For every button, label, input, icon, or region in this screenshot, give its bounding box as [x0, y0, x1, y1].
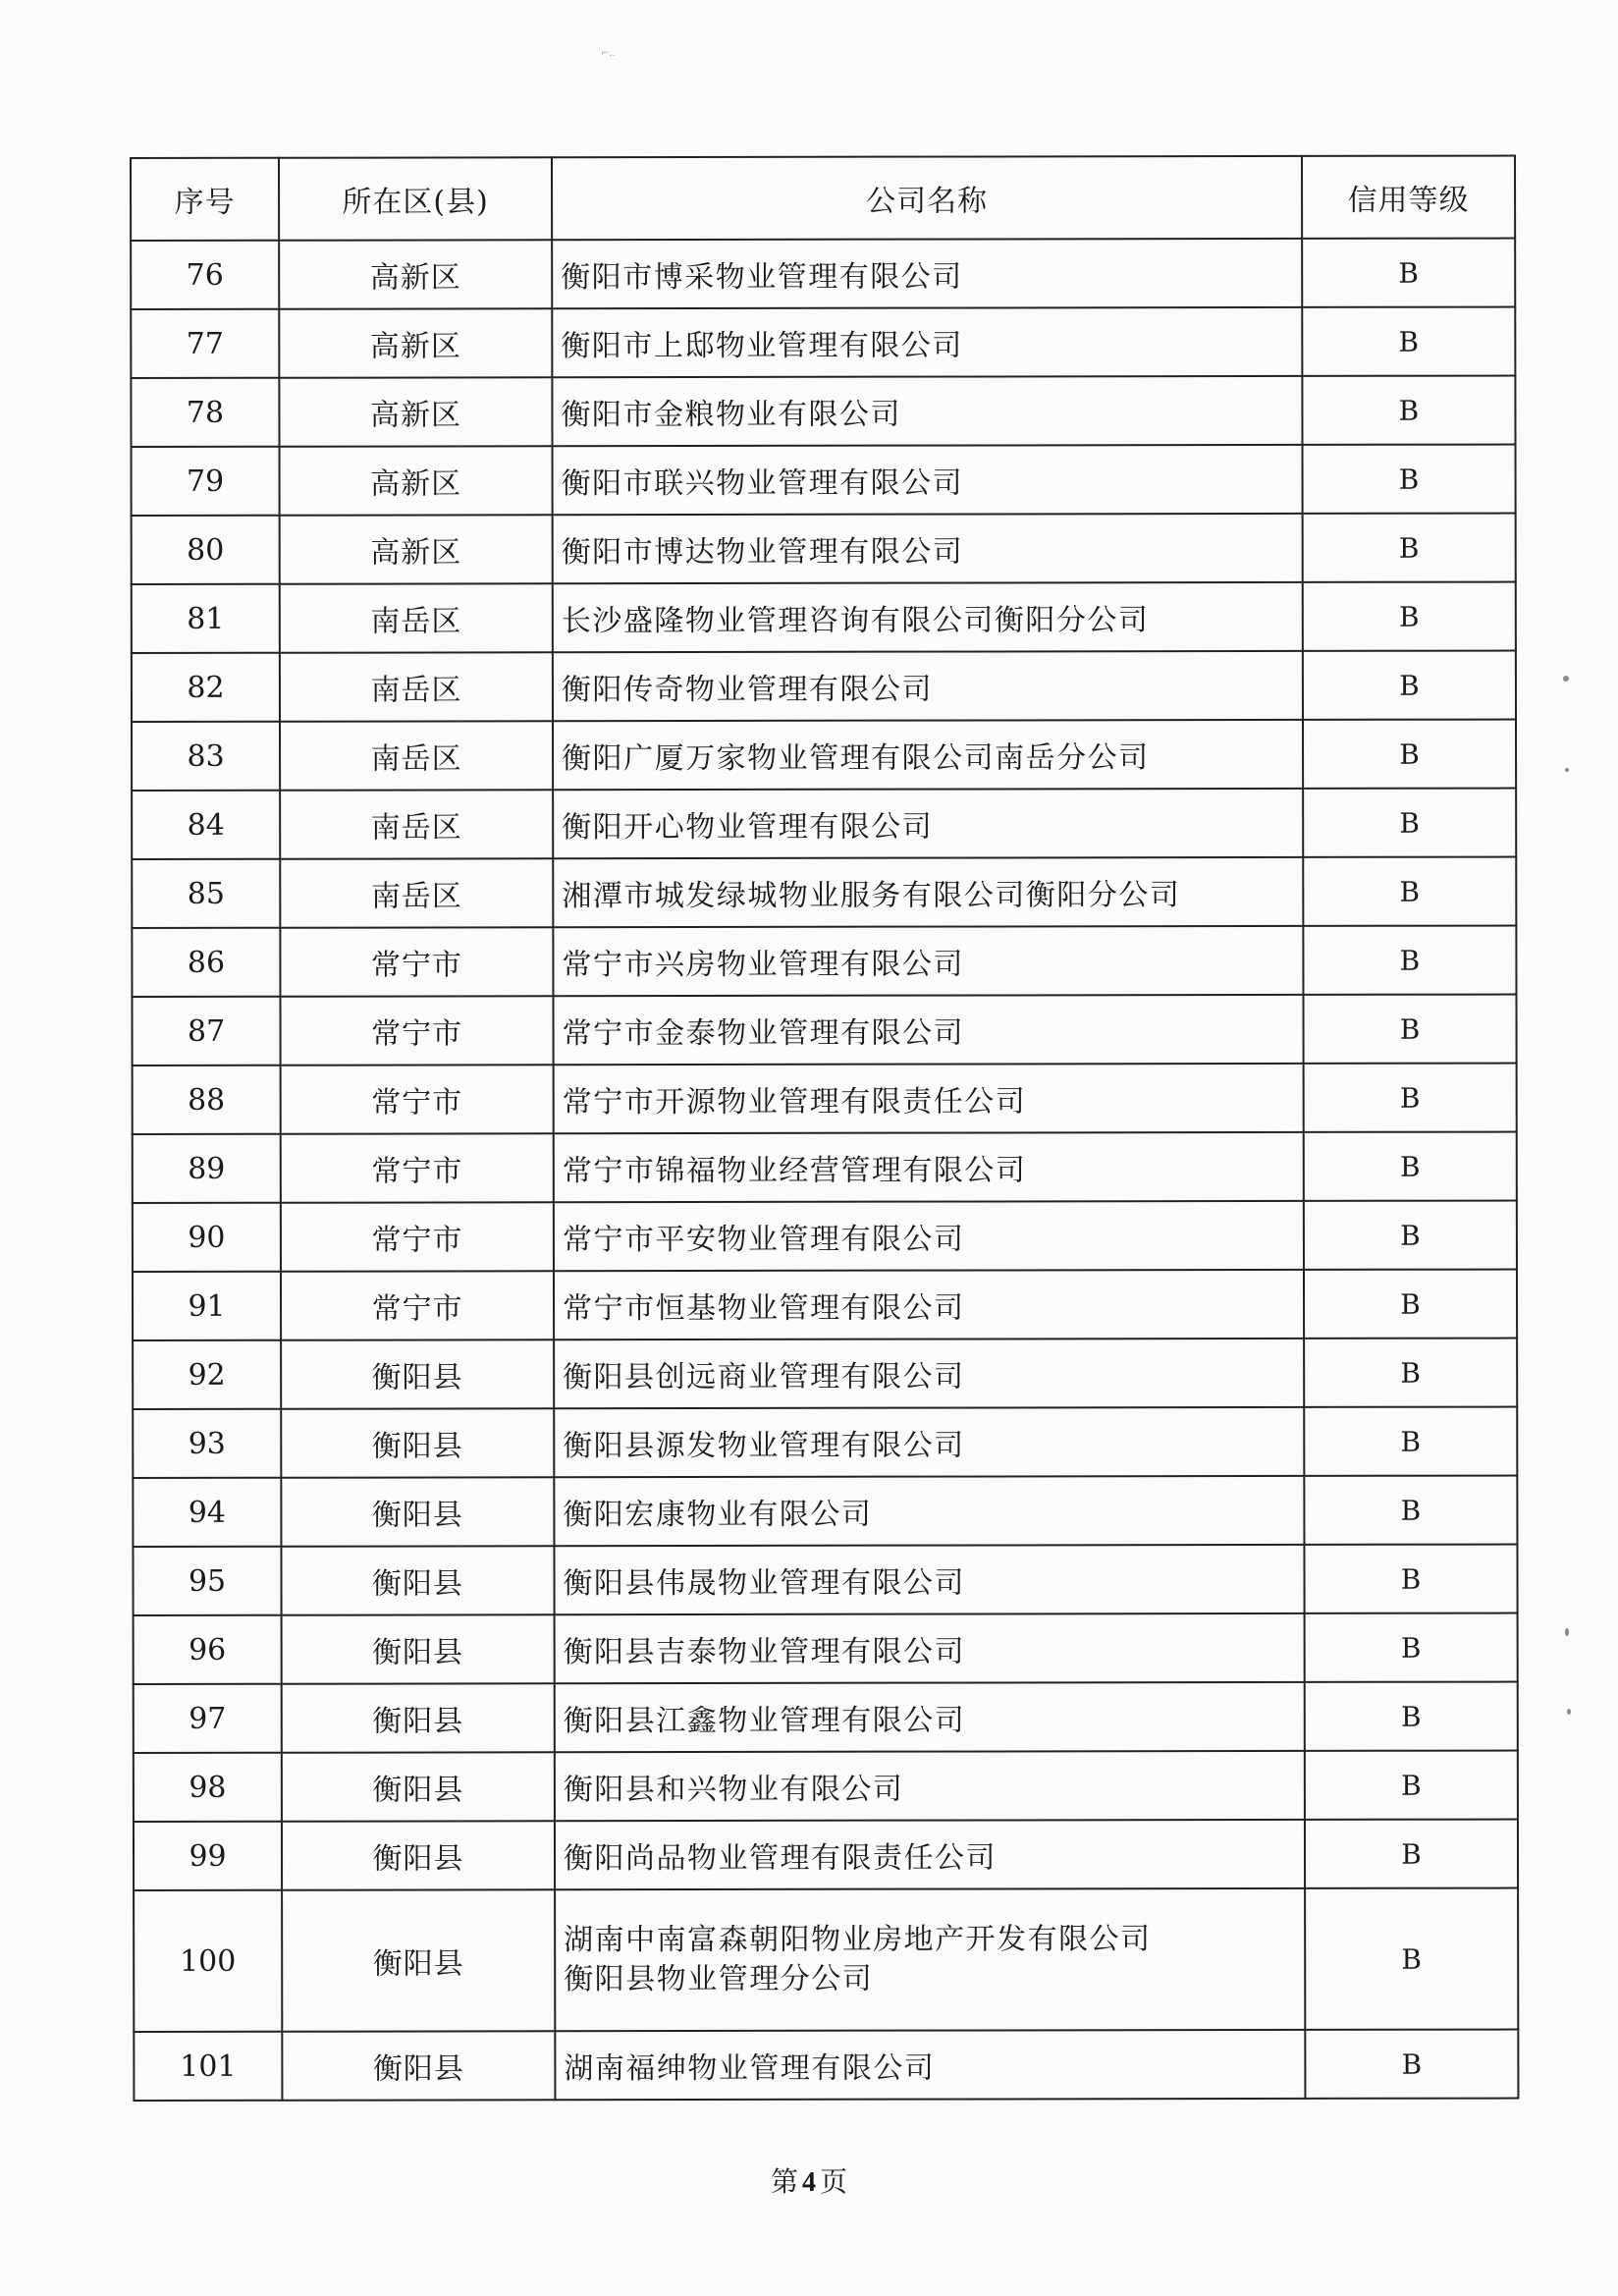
cell-company-name: 衡阳县伟晟物业管理有限公司	[554, 1545, 1304, 1614]
table-row	[134, 1751, 1518, 1822]
cell-district: 常宁市	[281, 1271, 554, 1339]
table-row	[132, 582, 1516, 653]
scan-speck	[1565, 768, 1569, 772]
cell-district: 衡阳县	[282, 1821, 555, 1889]
table-body	[131, 239, 1518, 2101]
cell-district: 衡阳县	[282, 1614, 555, 1683]
table-row	[131, 307, 1515, 378]
table-row	[134, 1888, 1518, 2032]
table-row	[133, 1545, 1517, 1615]
cell-serial-number: 79	[132, 447, 280, 516]
cell-district: 南岳区	[280, 858, 553, 927]
cell-company-name: 衡阳宏康物业有限公司	[554, 1476, 1304, 1546]
cell-company-name: 常宁市平安物业管理有限公司	[554, 1201, 1304, 1271]
table-row	[133, 1064, 1517, 1134]
cell-serial-number: 96	[134, 1615, 282, 1684]
cell-credit-grade: B	[1304, 1545, 1517, 1613]
footer-suffix: 页	[820, 2165, 848, 2198]
table-row	[133, 1407, 1517, 1478]
cell-company-name: 衡阳尚品物业管理有限责任公司	[555, 1820, 1305, 1889]
table-row	[133, 1270, 1517, 1340]
cell-serial-number: 84	[132, 791, 280, 859]
cell-district: 常宁市	[280, 927, 553, 996]
scan-speck	[1567, 1709, 1571, 1715]
cell-district: 常宁市	[280, 996, 553, 1065]
cell-serial-number: 82	[132, 653, 280, 722]
cell-company-name: 常宁市兴房物业管理有限公司	[553, 926, 1303, 996]
cell-credit-grade: B	[1302, 239, 1515, 307]
cell-district: 衡阳县	[282, 1683, 555, 1752]
scan-speck	[1565, 1628, 1569, 1636]
table-row	[134, 1820, 1518, 1890]
cell-company-name: 衡阳传奇物业管理有限公司	[553, 651, 1303, 721]
cell-credit-grade: B	[1303, 651, 1516, 720]
cell-credit-grade: B	[1303, 995, 1516, 1064]
cell-serial-number: 90	[133, 1203, 281, 1272]
cell-district: 高新区	[279, 240, 552, 308]
cell-serial-number: 87	[132, 997, 280, 1066]
table-row	[134, 1613, 1518, 1684]
cell-district: 衡阳县	[282, 1889, 555, 2031]
cell-serial-number: 86	[132, 928, 280, 997]
cell-serial-number: 93	[133, 1409, 281, 1478]
cell-company-name: 衡阳市博达物业管理有限公司	[553, 514, 1303, 583]
cell-serial-number: 95	[133, 1547, 281, 1615]
cell-credit-grade: B	[1304, 1270, 1517, 1339]
cell-district: 常宁市	[281, 1133, 554, 1202]
cell-serial-number: 92	[133, 1340, 281, 1409]
cell-credit-grade: B	[1305, 1751, 1518, 1820]
cell-company-name: 常宁市锦福物业经营管理有限公司	[554, 1132, 1304, 1202]
table-row	[134, 1682, 1518, 1753]
cell-district: 衡阳县	[281, 1339, 554, 1408]
cell-credit-grade: B	[1303, 789, 1516, 857]
cell-serial-number: 99	[134, 1822, 282, 1890]
page-footer	[0, 2160, 1618, 2200]
cell-credit-grade: B	[1302, 307, 1515, 376]
page-number: 4	[802, 2167, 816, 2198]
table-row	[131, 239, 1515, 309]
cell-company-name: 常宁市开源物业管理有限责任公司	[554, 1064, 1304, 1133]
cell-serial-number: 81	[132, 584, 280, 653]
cell-company-name: 衡阳县创远商业管理有限公司	[554, 1339, 1304, 1408]
cell-credit-grade: B	[1305, 2030, 1518, 2099]
table-row	[132, 651, 1516, 722]
table-row	[133, 1476, 1517, 1547]
table-row	[131, 376, 1515, 447]
scan-mark: ⌐‥	[601, 48, 617, 59]
cell-credit-grade: B	[1304, 1407, 1517, 1476]
cell-company-name: 衡阳市博采物业管理有限公司	[552, 239, 1302, 308]
table-header-row	[131, 156, 1515, 241]
header-credit-grade: 信用等级	[1302, 156, 1515, 239]
cell-district: 常宁市	[281, 1065, 554, 1133]
footer-prefix: 第	[770, 2165, 798, 2198]
table-row	[132, 995, 1516, 1066]
cell-company-name: 常宁市恒基物业管理有限公司	[554, 1270, 1304, 1339]
cell-district: 衡阳县	[281, 1408, 554, 1477]
cell-serial-number: 77	[131, 309, 279, 378]
cell-district: 衡阳县	[281, 1477, 554, 1546]
cell-credit-grade: B	[1305, 1682, 1518, 1751]
cell-credit-grade: B	[1305, 1888, 1518, 2030]
header-district: 所在区(县)	[279, 157, 552, 240]
cell-district: 南岳区	[280, 652, 553, 721]
cell-serial-number: 91	[133, 1272, 281, 1340]
cell-serial-number: 98	[134, 1753, 282, 1822]
cell-company-name: 长沙盛隆物业管理咨询有限公司衡阳分公司	[553, 582, 1303, 652]
cell-credit-grade: B	[1303, 514, 1516, 582]
scan-speck	[1563, 676, 1569, 682]
cell-company-name: 衡阳开心物业管理有限公司	[553, 789, 1303, 858]
table-row	[132, 926, 1516, 997]
cell-serial-number: 80	[132, 516, 280, 584]
cell-district: 衡阳县	[282, 1752, 555, 1821]
cell-district: 南岳区	[280, 721, 553, 790]
cell-company-name: 衡阳广厦万家物业管理有限公司南岳分公司	[553, 720, 1303, 790]
cell-company-name: 衡阳市金粮物业有限公司	[552, 376, 1302, 446]
cell-company-name: 衡阳市联兴物业管理有限公司	[553, 445, 1303, 515]
cell-district: 高新区	[279, 308, 552, 377]
cell-serial-number: 89	[133, 1134, 281, 1203]
header-serial-number: 序号	[131, 158, 279, 241]
cell-credit-grade: B	[1304, 1476, 1517, 1545]
cell-credit-grade: B	[1303, 445, 1516, 514]
table-row	[132, 445, 1516, 516]
cell-company-name	[555, 1888, 1305, 2031]
cell-district: 南岳区	[280, 583, 553, 652]
cell-district: 高新区	[280, 515, 553, 583]
company-name-line: 湖南中南富森朝阳物业房地产开发有限公司	[564, 1922, 1152, 1958]
cell-credit-grade: B	[1304, 1201, 1517, 1270]
cell-credit-grade: B	[1304, 1339, 1517, 1407]
cell-district: 高新区	[279, 377, 552, 446]
cell-credit-grade: B	[1305, 1820, 1518, 1888]
cell-district: 衡阳县	[281, 1546, 554, 1614]
cell-serial-number: 101	[134, 2032, 282, 2101]
cell-serial-number: 78	[131, 378, 279, 447]
cell-serial-number: 94	[133, 1478, 281, 1547]
table-row	[134, 2030, 1518, 2101]
cell-serial-number: 97	[134, 1684, 282, 1753]
cell-serial-number: 85	[132, 859, 280, 928]
cell-serial-number: 88	[133, 1066, 281, 1134]
cell-credit-grade: B	[1303, 857, 1516, 926]
cell-credit-grade: B	[1304, 1132, 1517, 1201]
cell-company-name: 衡阳县和兴物业有限公司	[555, 1751, 1305, 1821]
table-row	[133, 1201, 1517, 1272]
cell-company-name: 湖南福绅物业管理有限公司	[555, 2030, 1305, 2100]
table-row	[132, 720, 1516, 791]
cell-credit-grade: B	[1304, 1064, 1517, 1132]
cell-credit-grade: B	[1303, 582, 1516, 651]
cell-company-name: 衡阳县吉泰物业管理有限公司	[555, 1613, 1305, 1683]
credit-rating-table	[130, 155, 1519, 2102]
table-row	[132, 857, 1516, 928]
cell-company-name: 湘潭市城发绿城物业服务有限公司衡阳分公司	[553, 857, 1303, 927]
table-row	[133, 1339, 1517, 1409]
cell-district: 南岳区	[280, 790, 553, 858]
cell-credit-grade: B	[1303, 720, 1516, 789]
cell-district: 衡阳县	[282, 2031, 555, 2100]
header-company-name: 公司名称	[552, 156, 1302, 240]
cell-district: 高新区	[280, 446, 553, 515]
cell-company-name: 衡阳县江鑫物业管理有限公司	[555, 1682, 1305, 1752]
company-name-line: 衡阳县物业管理分公司	[564, 1961, 874, 1997]
table-row	[133, 1132, 1517, 1203]
cell-serial-number: 100	[134, 1890, 282, 2032]
cell-credit-grade: B	[1305, 1613, 1518, 1682]
cell-company-name: 衡阳县源发物业管理有限公司	[554, 1407, 1304, 1477]
cell-credit-grade: B	[1303, 926, 1516, 995]
cell-company-name: 常宁市金泰物业管理有限公司	[553, 995, 1303, 1065]
cell-credit-grade: B	[1302, 376, 1515, 445]
table-row	[132, 789, 1516, 859]
cell-district: 常宁市	[281, 1202, 554, 1271]
cell-serial-number: 76	[131, 241, 279, 309]
cell-company-name: 衡阳市上邸物业管理有限公司	[552, 307, 1302, 377]
table-row	[132, 514, 1516, 584]
cell-serial-number: 83	[132, 722, 280, 791]
